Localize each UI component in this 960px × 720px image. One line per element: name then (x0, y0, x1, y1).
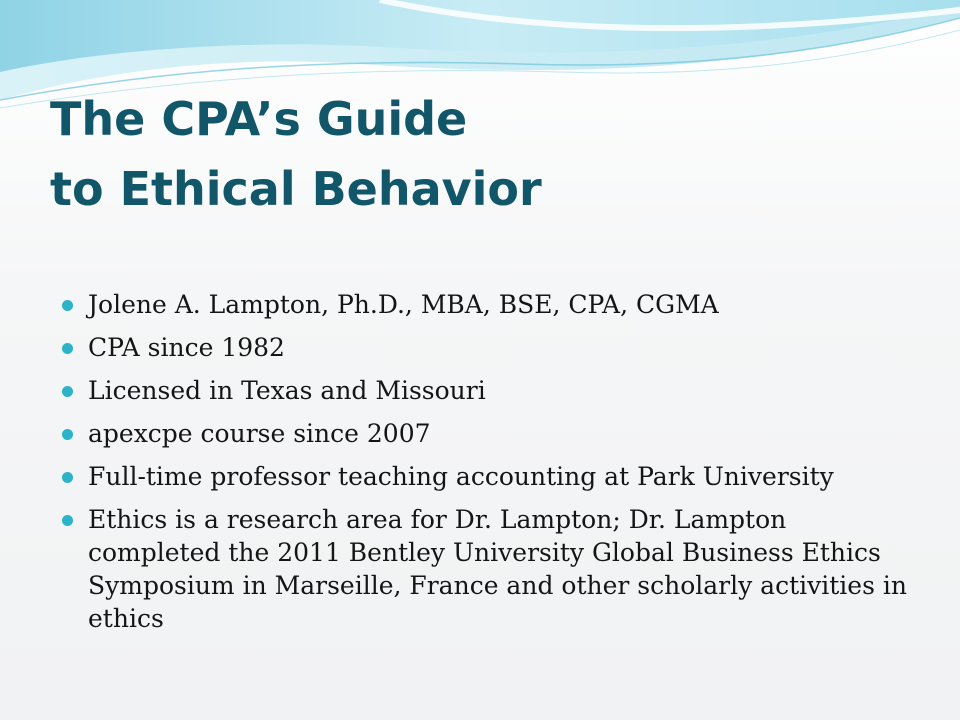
title-line-2: to Ethical Behavior (50, 162, 542, 216)
bullet-item-ethics-research (62, 503, 922, 635)
bullet-dot-icon (62, 472, 73, 483)
bullet-dot-icon (62, 429, 73, 440)
bullet-item-course (62, 417, 922, 450)
bullet-dot-icon (62, 515, 73, 526)
bullet-item-name (62, 288, 922, 321)
bullet-text: apexcpe course since 2007 (88, 419, 431, 448)
bullet-dot-icon (62, 300, 73, 311)
title-line-1: The CPA’s Guide (50, 92, 468, 146)
bullet-dot-icon (62, 343, 73, 354)
bullet-text: Ethics is a research area for Dr. Lampton; Dr. Lampton completed the 2011 Bentley University Global Business Ethics Symposium in Marseille, France and other scholarly activities in ethics (88, 505, 907, 633)
bullet-item-licensed (62, 374, 922, 407)
slide-title (50, 84, 910, 224)
bullet-list (62, 288, 922, 645)
bullet-item-professor (62, 460, 922, 493)
bullet-text: Jolene A. Lampton, Ph.D., MBA, BSE, CPA, CGMA (88, 290, 719, 319)
bullet-item-cpa-since (62, 331, 922, 364)
bullet-text: Licensed in Texas and Missouri (88, 376, 486, 405)
bullet-text: Full-time professor teaching accounting at Park University (88, 462, 834, 491)
bullet-dot-icon (62, 386, 73, 397)
bullet-text: CPA since 1982 (88, 333, 285, 362)
